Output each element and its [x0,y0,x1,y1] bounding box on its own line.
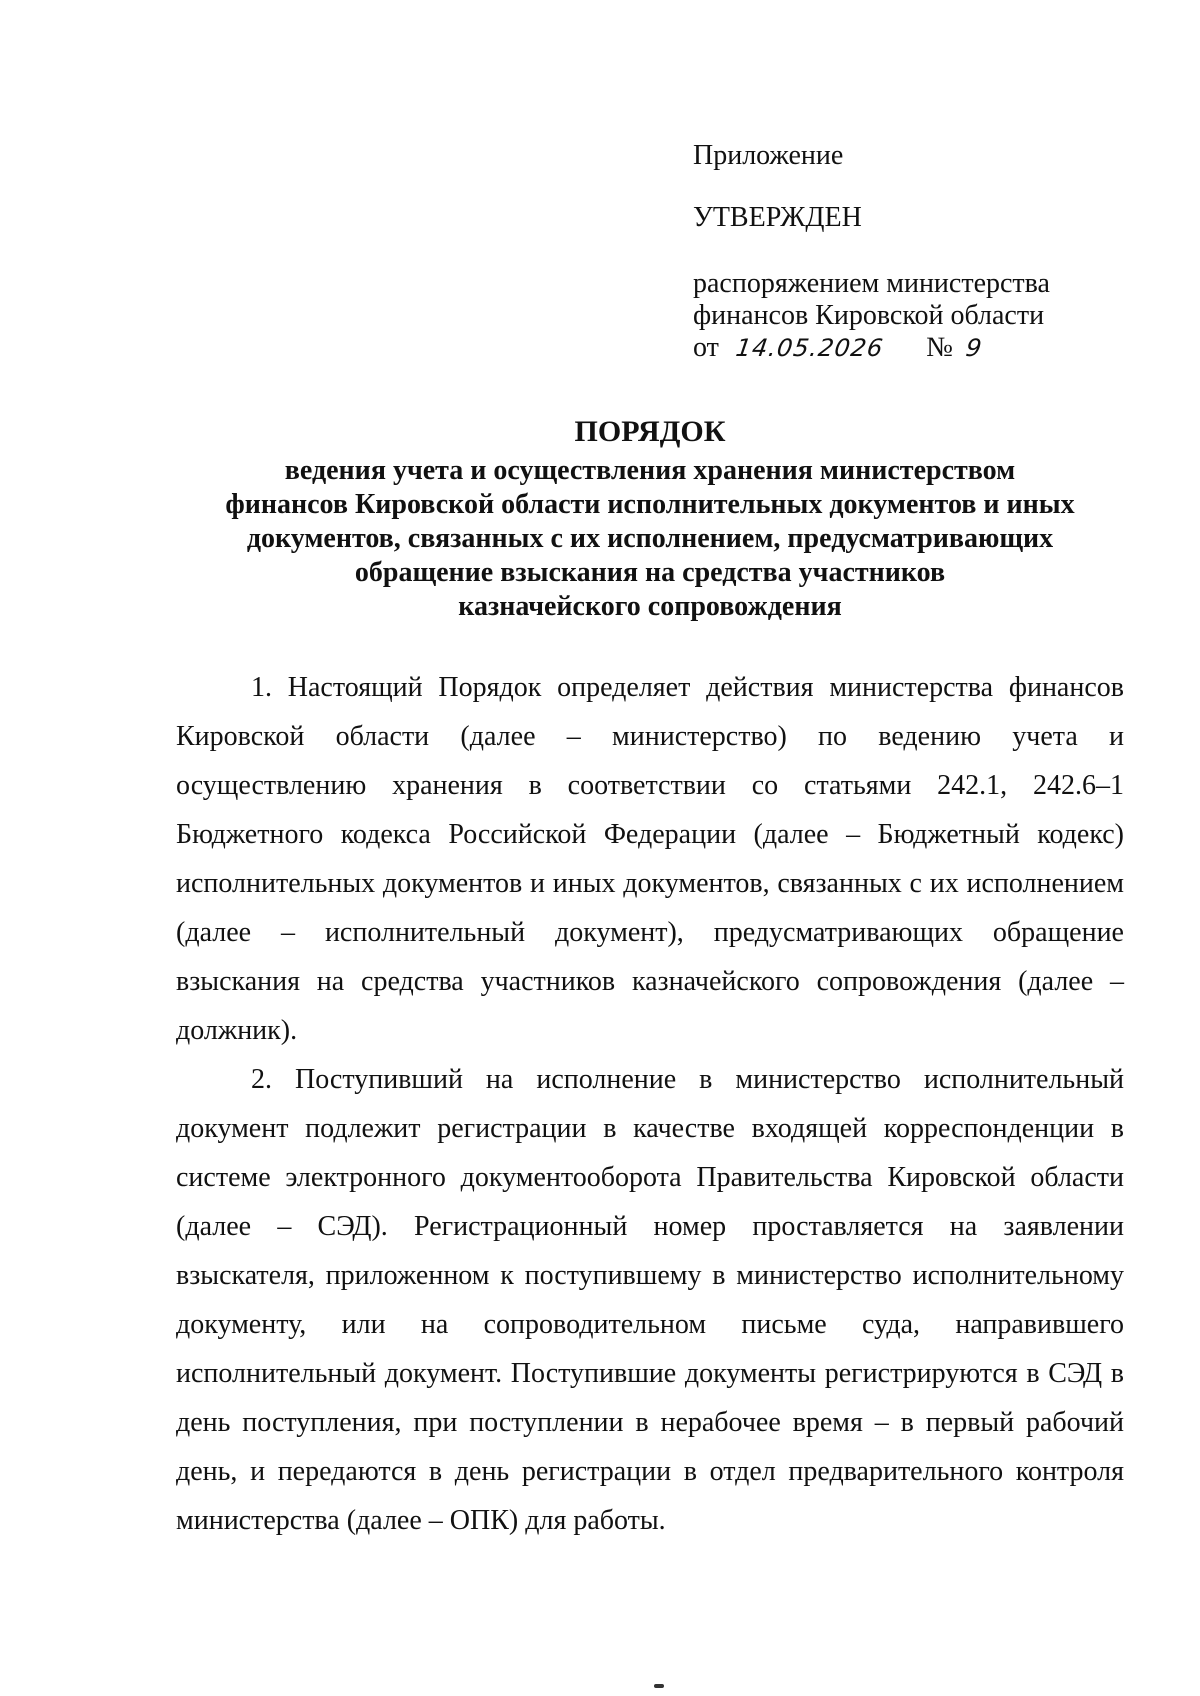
title-line: казначейского сопровождения [458,591,842,622]
date-prefix: от [693,332,719,363]
title-line: документов, связанных с их исполнением, предусматривающих [246,523,1054,554]
order-date-line [693,332,1153,364]
order-line-2: финансов Кировской области [693,300,1045,331]
approval-stamp-block [693,140,1153,364]
paragraph-2: 2. Поступивший на исполнение в министерство исполнительный документ подлежит регистрации в качестве входящей корреспонденции в системе электронного документооборота Правительства Кировской области (далее – СЭД). Регистрационный номер проставляется на заявлении взыскателя, приложенном к поступившему в министерство исполнительному документу, или на сопроводительном письме суда, направившего исполнительный документ. Поступившие документы регистрируются в СЭД в день поступления, при поступлении в нерабочее время – в первый рабочий день, и передаются в день регистрации в отдел предварительного контроля министерства (далее – ОПК) для работы. [176,1064,1124,1536]
title-line: ведения учета и осуществления хранения министерством [284,455,1016,486]
handwritten-number: 9 [964,334,984,362]
number-prefix: № [926,332,954,363]
document-body [176,663,1124,1545]
title-line: финансов Кировской области исполнительных документов и иных [225,489,1075,520]
scan-artifact [654,1684,664,1688]
title-line: обращение взыскания на средства участников [354,557,946,588]
paragraph-1: 1. Настоящий Порядок определяет действия министерства финансов Кировской области (далее – министерство) по ведению учета и осуществлению хранения в соответствии со статьями 242.1, 242.6–1 Бюджетного кодекса Российской Федерации (далее – Бюджетный кодекс) исполнительных документов и иных документов, связанных с их исполнением (далее – исполнительный документ), предусматривающих обращение взыскания на средства участников казначейского сопровождения (далее – должник). [176,672,1124,1046]
appendix-label: Приложение [693,140,844,171]
document-title-block [200,412,1100,624]
order-line-1: распоряжением министерства [693,268,1050,299]
handwritten-date: 14.05.2026 [733,334,886,362]
document-title: ПОРЯДОК [574,415,726,448]
approved-label: УТВЕРЖДЕН [693,202,862,233]
